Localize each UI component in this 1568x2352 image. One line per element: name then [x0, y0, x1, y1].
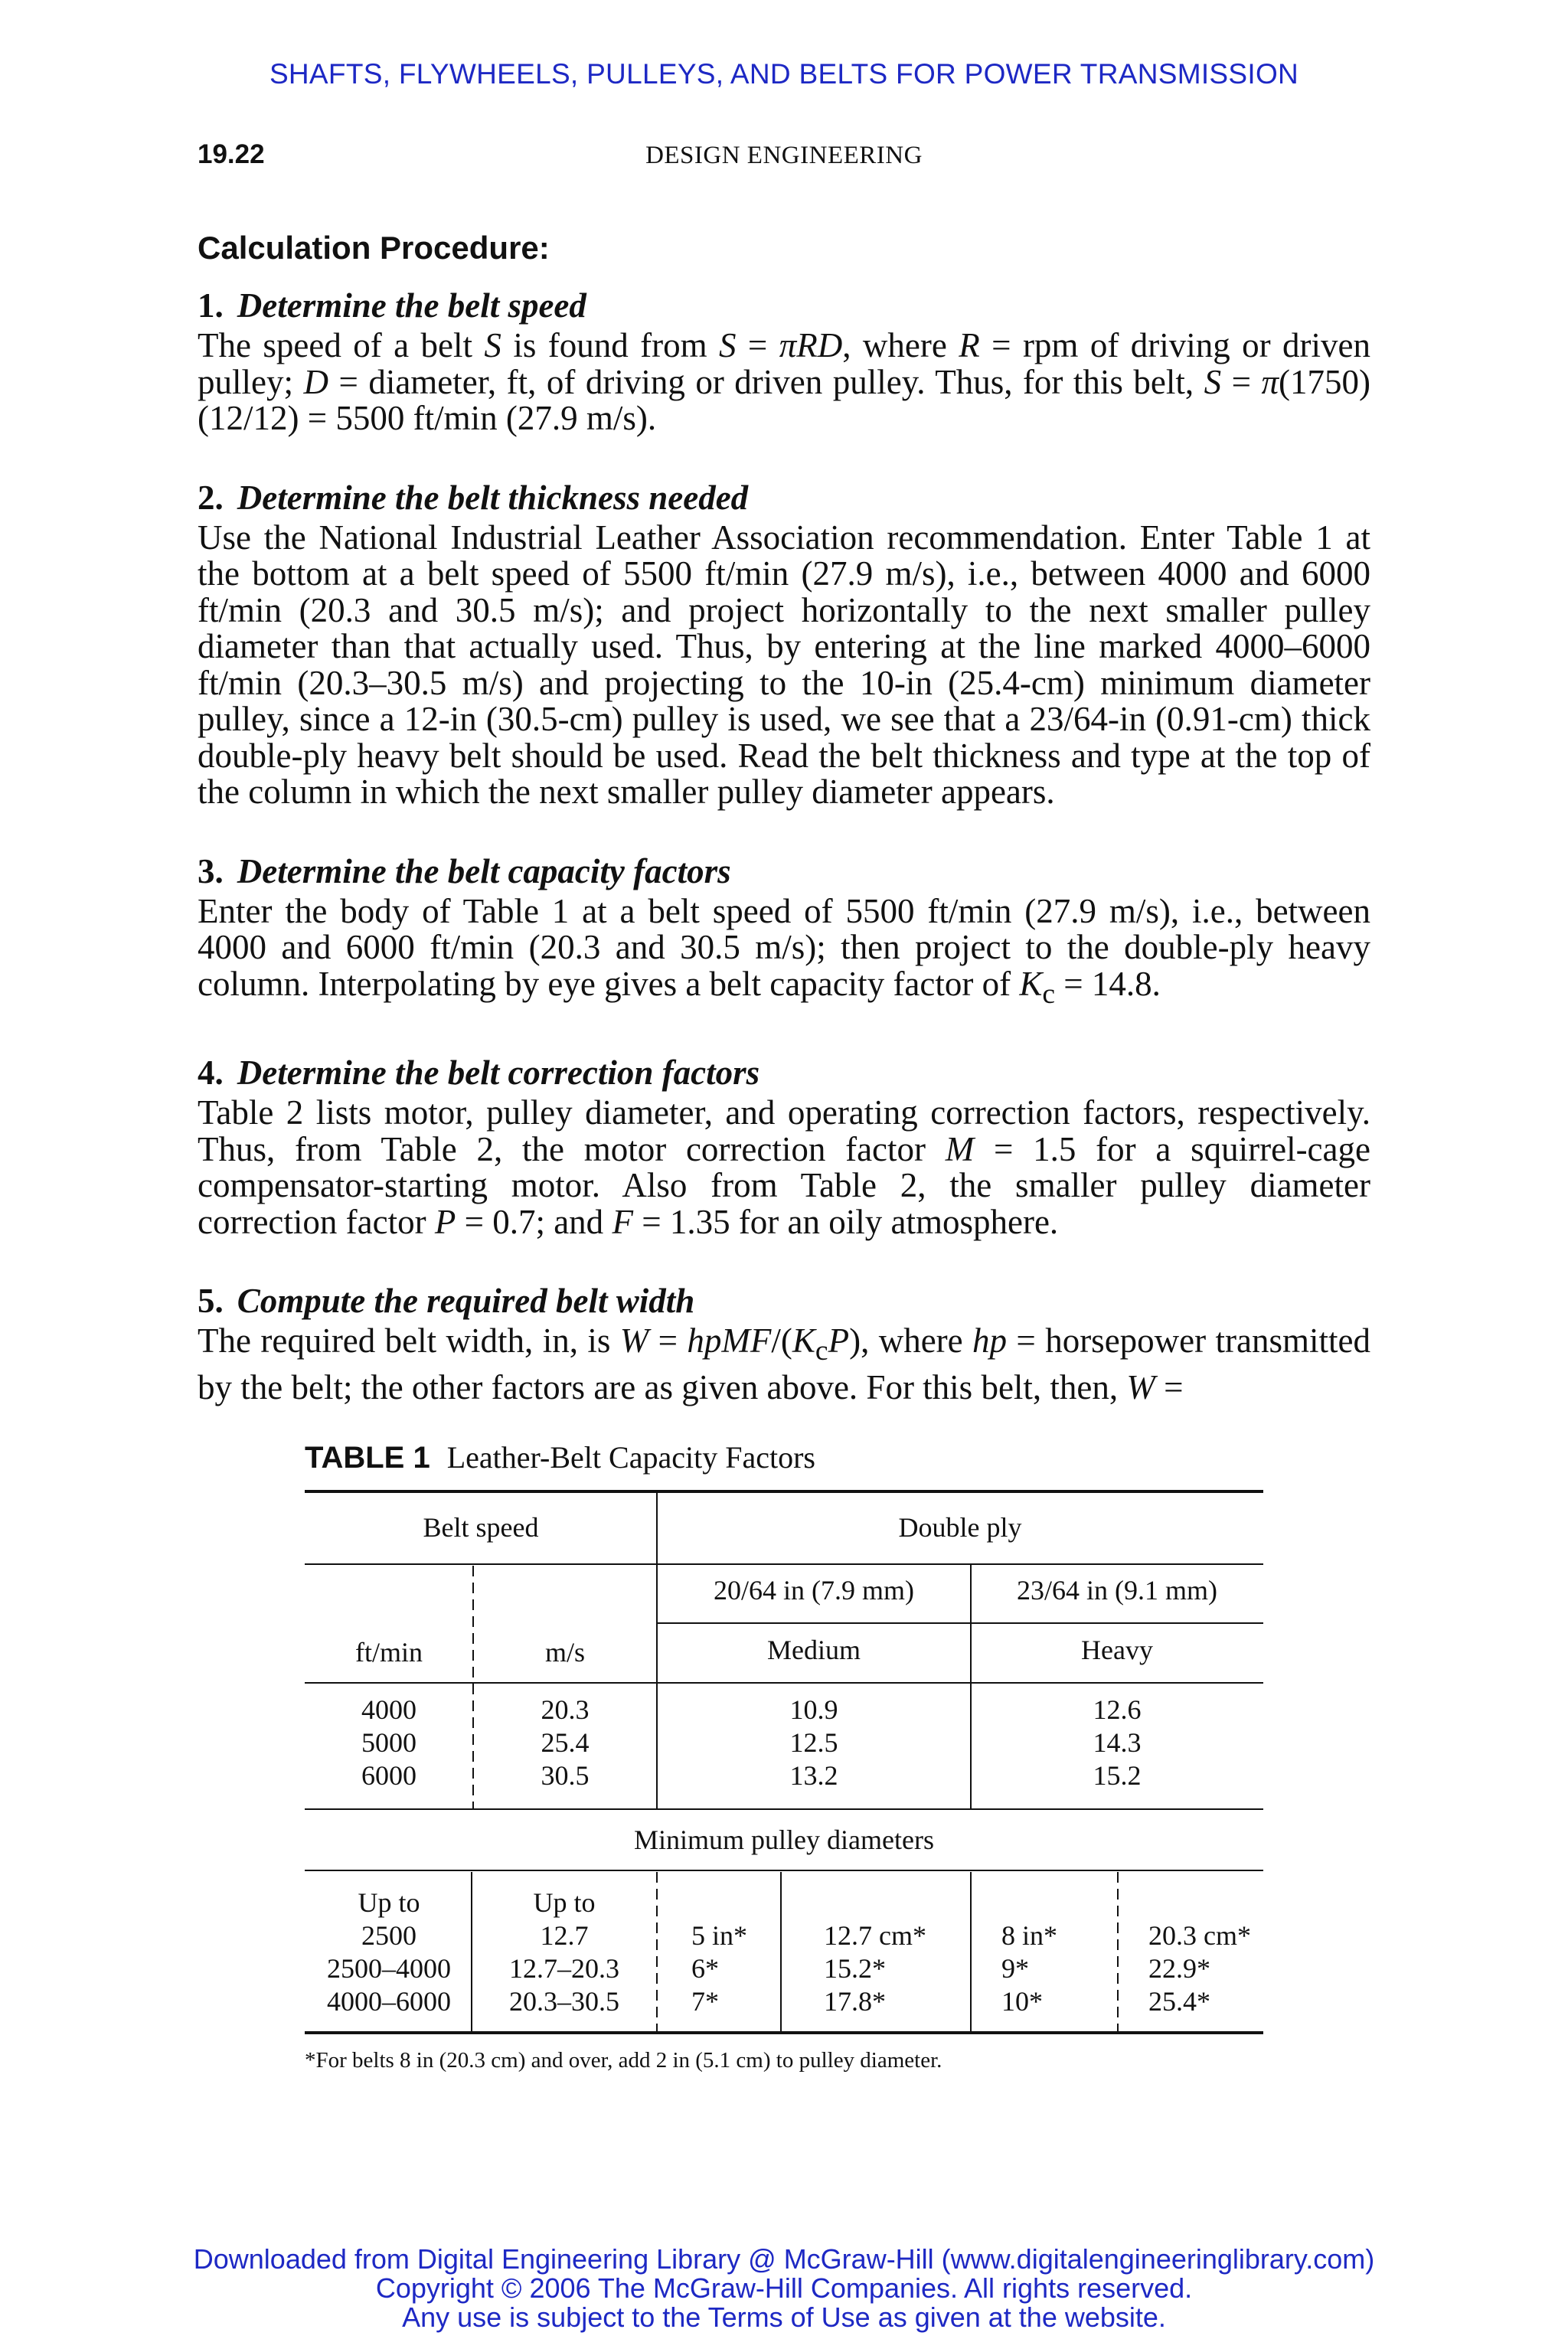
math-symbol: M [945, 1129, 975, 1168]
cell: 6* [691, 1953, 719, 1984]
step-number: 3. [198, 851, 224, 890]
step-number: 4. [198, 1054, 224, 1092]
text-run: = 1.35 for an oily atmosphere. [632, 1202, 1059, 1241]
cell: 22.9* [1148, 1953, 1210, 1984]
text-run: = 1.5 for a squirrel-cage compensator-starting motor. Also from Table 2, the smaller pulley diameter correction factor [198, 1129, 1370, 1241]
step-number: 5. [198, 1282, 224, 1320]
text-run: = horsepower transmitted by the belt; the other factors are as given above. For this belt, then, [198, 1321, 1370, 1406]
footer-copyright: Copyright © 2006 The McGraw-Hill Companies. All rights reserved. [375, 2272, 1193, 2304]
step-title-text: Determine the belt correction factors [237, 1054, 760, 1092]
header-thickness-medium: 20/64 in (7.9 mm) [714, 1575, 914, 1606]
cell: 13.2 [789, 1760, 838, 1791]
math-subscript: c [1042, 978, 1056, 1010]
text-run: = [736, 326, 779, 364]
footer-download-link[interactable]: Downloaded from Digital Engineering Library @ McGraw-Hill (www.digitalengineeringlibrary.com) [193, 2243, 1375, 2275]
step-body [198, 328, 1370, 437]
cell: 20.3 [541, 1694, 590, 1725]
text-run: = [1221, 362, 1262, 401]
text-run: The required belt width, in, is [198, 1321, 620, 1360]
math-symbol: P [828, 1321, 850, 1360]
cell: 4000–6000 [327, 1986, 451, 2017]
step-title [198, 1279, 1370, 1323]
cell: 20.3–30.5 [509, 1986, 619, 2017]
cell: 10.9 [789, 1694, 838, 1725]
table-label: TABLE 1 [305, 1441, 430, 1475]
text-run: = 14.8. [1055, 964, 1161, 1003]
step-number: 1. [198, 286, 224, 325]
procedure-steps [198, 283, 1370, 1444]
step-number: 2. [198, 478, 224, 517]
cell: 7* [691, 1986, 719, 2017]
text-run: (1750)(12/12) = 5500 ft/min (27.9 m/s). [198, 362, 1371, 437]
header-thickness-heavy: 23/64 in (9.1 mm) [1017, 1575, 1217, 1606]
step [198, 849, 1370, 1013]
math-subscript: c [815, 1335, 828, 1367]
cell: 20.3 cm* [1148, 1920, 1251, 1951]
step-title [198, 1050, 1370, 1095]
cell: 9* [1001, 1953, 1029, 1984]
cell: Up to [358, 1887, 420, 1918]
step-title [198, 849, 1370, 893]
cell: 5000 [361, 1727, 416, 1758]
step-body [198, 520, 1370, 811]
step [198, 1279, 1370, 1406]
cell: 12.7–20.3 [509, 1953, 619, 1984]
step-title-text: Determine the belt capacity factors [237, 851, 731, 890]
text-run: = diameter, ft, of driving or driven pulley. Thus, for this belt, [328, 362, 1204, 401]
cell: 25.4 [541, 1727, 590, 1758]
text-run: is found from [501, 326, 720, 364]
header-unit-ftmin: ft/min [355, 1637, 423, 1668]
cell: 10* [1001, 1986, 1043, 2017]
header-unit-ms: m/s [544, 1637, 586, 1668]
text-run: Table 2 lists motor, pulley diameter, and operating correction factors, respectively. Thus, from Table 2, the motor correction factor [198, 1093, 1370, 1168]
math-symbol: S [484, 326, 501, 364]
footer [0, 2245, 1568, 2332]
text-run: ), where [849, 1321, 973, 1360]
cell: 15.2 [1093, 1760, 1142, 1791]
math-symbol: R [959, 326, 980, 364]
math-symbol: F [612, 1202, 633, 1241]
header-type-medium: Medium [767, 1635, 861, 1665]
cell: 30.5 [541, 1760, 590, 1791]
page-number: 19.22 [198, 139, 265, 169]
header-type-heavy: Heavy [1081, 1635, 1153, 1665]
step [198, 283, 1370, 437]
step-body [198, 1095, 1370, 1240]
table-footnote: *For belts 8 in (20.3 cm) and over, add 2 in (5.1 cm) to pulley diameter. [305, 2048, 942, 2073]
capacity-table [305, 1489, 1266, 2040]
footer-terms: Any use is subject to the Terms of Use as given at the website. [402, 2301, 1166, 2333]
cell: 25.4* [1148, 1986, 1210, 2017]
header-double-ply: Double ply [898, 1512, 1022, 1543]
cell: 15.2* [824, 1953, 886, 1984]
step-title-text: Compute the required belt width [237, 1282, 695, 1320]
cell: 2500 [361, 1920, 416, 1951]
step-title-text: Determine the belt speed [237, 286, 586, 325]
math-symbol: πRD [779, 326, 843, 364]
cell: 12.7 [540, 1920, 589, 1951]
math-symbol: W [619, 1321, 649, 1360]
math-symbol: K [792, 1321, 815, 1360]
math-symbol: hp [972, 1321, 1008, 1360]
chapter-banner: SHAFTS, FLYWHEELS, PULLEYS, AND BELTS FOR POWER TRANSMISSION [269, 58, 1299, 90]
step [198, 475, 1370, 811]
math-symbol: K [1019, 964, 1043, 1003]
cell: Up to [533, 1887, 596, 1918]
cell: 2500–4000 [327, 1953, 451, 1984]
cell: 8 in* [1001, 1920, 1058, 1951]
math-symbol: hpMF [687, 1321, 772, 1360]
cell: 12.5 [789, 1727, 838, 1758]
text-run: Enter the body of Table 1 at a belt speed of 5500 ft/min (27.9 m/s), i.e., between 4000 and 6000 ft/min (20.3 and 30.5 m/s); then project to the double-ply heavy column. Interpolating by eye gives a belt capacity factor of [198, 891, 1370, 1003]
min-pulley-label: Minimum pulley diameters [634, 1824, 934, 1855]
math-symbol: S [719, 326, 737, 364]
header-belt-speed: Belt speed [423, 1512, 539, 1543]
text-run: = 0.7; and [456, 1202, 612, 1241]
text-run: = [1155, 1367, 1184, 1406]
step-title [198, 283, 1370, 328]
procedure-heading: Calculation Procedure: [198, 230, 550, 266]
math-symbol: W [1126, 1367, 1155, 1406]
math-symbol: π [1261, 362, 1279, 401]
step-body [198, 1323, 1370, 1406]
table-caption [305, 1439, 815, 1475]
step-body [198, 893, 1370, 1013]
cell: 12.7 cm* [824, 1920, 926, 1951]
cell: 6000 [361, 1760, 416, 1791]
step-title-text: Determine the belt thickness needed [237, 478, 749, 517]
cell: 17.8* [824, 1986, 886, 2017]
text-run: = [648, 1321, 688, 1360]
text-run: = rpm of driving or driven pulley; [198, 326, 1370, 401]
text-run: , where [842, 326, 959, 364]
math-symbol: S [1204, 362, 1222, 401]
step [198, 1050, 1370, 1240]
step-title [198, 475, 1370, 520]
text-run: The speed of a belt [198, 326, 485, 364]
math-symbol: P [434, 1202, 456, 1241]
cell: 5 in* [691, 1920, 748, 1951]
text-run: /( [771, 1321, 792, 1360]
running-head: DESIGN ENGINEERING [645, 142, 923, 169]
cell: 12.6 [1093, 1694, 1142, 1725]
text-run: Use the National Industrial Leather Association recommendation. Enter Table 1 at the bottom at a belt speed of 5500 ft/min (27.9 m/s), i.e., between 4000 and 6000 ft/min (20.3 and 30.5 m/s); and project horizontally to the next smaller pulley diameter than that actually used. Thus, by entering at the line marked 4000–6000 ft/min (20.3–30.5 m/s) and projecting to the 10-in (25.4-cm) minimum diameter pulley, since a 12-in (30.5-cm) pulley is used, we see that a 23/64-in (0.91-cm) thick double-ply heavy belt should be used. Read the belt thickness and type at the top of the column in which the next smaller pulley diameter appears. [198, 518, 1370, 811]
table-title: Leather-Belt Capacity Factors [446, 1440, 815, 1475]
cell: 4000 [361, 1694, 416, 1725]
math-symbol: D [303, 362, 328, 401]
cell: 14.3 [1093, 1727, 1142, 1758]
